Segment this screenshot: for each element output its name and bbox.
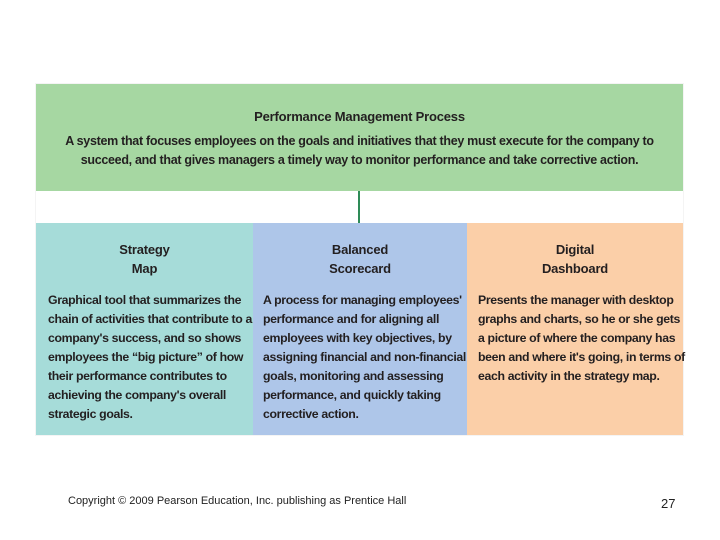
title-line: Strategy xyxy=(119,242,170,257)
body-line: each activity in the strategy map. xyxy=(478,369,660,383)
body-line: performance and for aligning all xyxy=(263,312,440,326)
title-line: Scorecard xyxy=(329,261,391,276)
digital-dashboard-title xyxy=(467,240,683,278)
process-title: Performance Management Process xyxy=(254,109,465,124)
title-line: Map xyxy=(131,261,158,276)
balanced-scorecard-title xyxy=(253,240,467,278)
body-line: company's success, and so shows xyxy=(48,331,242,345)
page-number: 27 xyxy=(661,496,676,511)
title-line: Digital xyxy=(555,242,595,257)
title-line: Dashboard xyxy=(541,261,609,276)
strategy-map-title xyxy=(36,240,253,278)
copyright-text: Copyright © 2009 Pearson Education, Inc. publishing as Prentice Hall xyxy=(68,495,407,507)
body-line: Presents the manager with desktop xyxy=(478,293,674,307)
body-line: been and where it's going, in terms of xyxy=(478,350,685,364)
strategy-map-box xyxy=(36,223,253,435)
body-line: chain of activities that contribute to a xyxy=(48,312,252,326)
body-line: employees with key objectives, by xyxy=(263,331,452,345)
balanced-scorecard-description xyxy=(253,291,467,424)
balanced-scorecard-box xyxy=(253,223,467,435)
body-line: their performance contributes to xyxy=(48,369,227,383)
performance-management-figure xyxy=(35,83,684,436)
body-line: a picture of where the company has xyxy=(478,331,676,345)
digital-dashboard-description xyxy=(467,291,683,386)
digital-dashboard-box xyxy=(467,223,683,435)
strategy-map-description xyxy=(36,291,253,424)
body-line: performance, and quickly taking xyxy=(263,388,441,402)
body-line: strategic goals. xyxy=(48,407,133,421)
body-line: achieving the company's overall xyxy=(48,388,226,402)
body-line: corrective action. xyxy=(263,407,359,421)
title-line: Balanced xyxy=(331,242,389,257)
body-line: employees the “big picture” of how xyxy=(48,350,244,364)
body-line: A process for managing employees' xyxy=(263,293,462,307)
performance-management-process-box xyxy=(36,84,683,191)
connector-line xyxy=(358,191,360,223)
body-line: assigning financial and non-financial xyxy=(263,350,466,364)
body-line: goals, monitoring and assessing xyxy=(263,369,444,383)
body-line: Graphical tool that summarizes the xyxy=(48,293,242,307)
body-line: graphs and charts, so he or she gets xyxy=(478,312,680,326)
process-description: A system that focuses employees on the goals and initiatives that they must execute for the company to succeed, and that gives managers a timely way to monitor performance and take corrective action. xyxy=(65,134,654,167)
